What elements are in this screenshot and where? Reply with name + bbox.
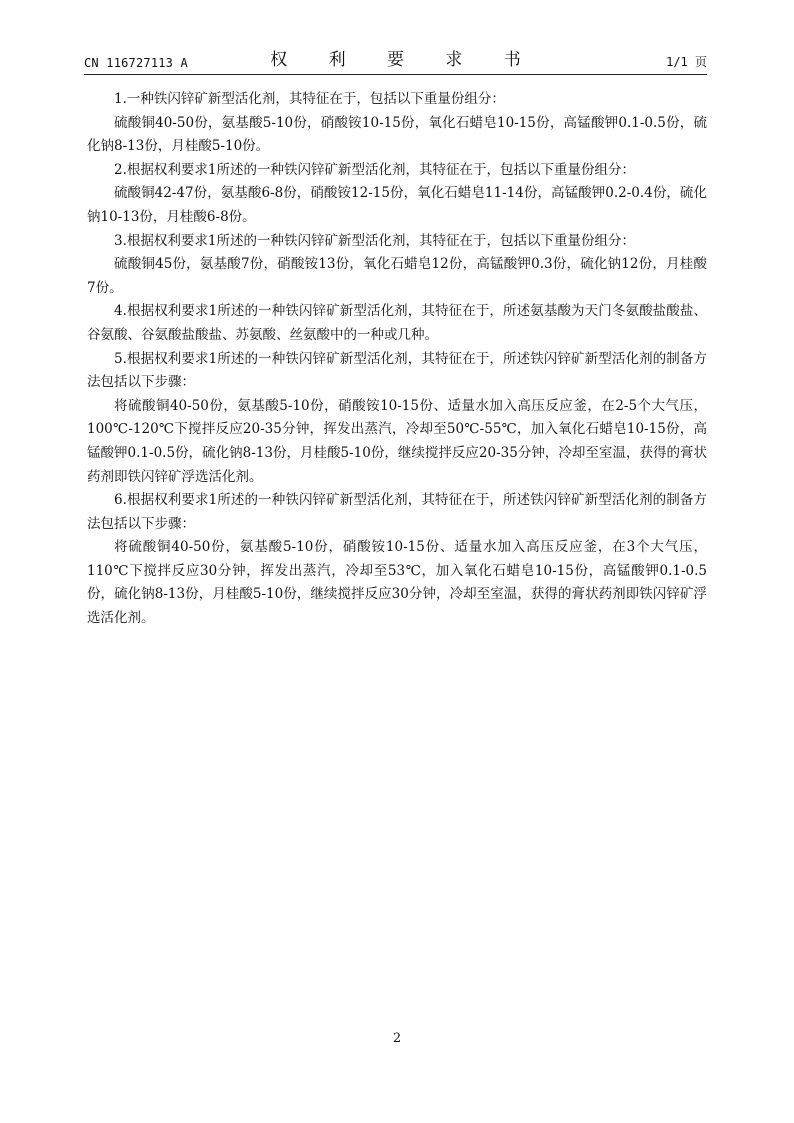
claim-2-composition: 硫酸铜42-47份，氨基酸6-8份，硝酸铵12-15份，氧化石蜡皂11-14份，高锰酸钾0.2-0.4份，硫化钠10-13份，月桂酸6-8份。 bbox=[87, 185, 707, 225]
claim-5-preamble: 5.根据权利要求1所述的一种铁闪锌矿新型活化剂，其特征在于，所述铁闪锌矿新型活化剂的制备方法包括以下步骤： bbox=[87, 350, 707, 391]
claim-1-composition: 硫酸铜40-50份，氨基酸5-10份，硝酸铵10-15份，氧化石蜡皂10-15份，高锰酸钾0.1-0.5份，硫化钠8-13份，月桂酸5-10份。 bbox=[87, 114, 707, 155]
claim-5-method: 将硫酸铜40-50份，氨基酸5-10份，硝酸铵10-15份、适量水加入高压反应釜，在2-5个大气压，100℃-120℃下搅拌反应20-35分钟，挥发出蒸汽，冷却至50℃-55℃，加入氧化石蜡皂10-15份，高锰酸钾0.1-0.5份，硫化钠8-13份，月桂酸5-10份，继续搅拌反应20-35分钟，冷却至室温，获得的膏状药剂即铁闪锌矿浮选活化剂。 bbox=[87, 397, 707, 485]
claim-3-preamble: 3.根据权利要求1所述的一种铁闪锌矿新型活化剂，其特征在于，包括以下重量份组分： bbox=[114, 232, 635, 249]
claim-2-preamble: 2.根据权利要求1所述的一种铁闪锌矿新型活化剂，其特征在于，包括以下重量份组分： bbox=[114, 161, 635, 178]
page-number: 2 bbox=[392, 1031, 402, 1046]
page-indicator: 1/1 页 bbox=[666, 55, 707, 69]
page-footer bbox=[0, 1031, 794, 1046]
page-header bbox=[84, 46, 707, 74]
document-title: 权 利 要 求 书 bbox=[270, 50, 539, 70]
claim-4: 4.根据权利要求1所述的一种铁闪锌矿新型活化剂，其特征在于，所述氨基酸为天门冬氨酸盐酸盐、谷氨酸、谷氨酸盐酸盐、苏氨酸、丝氨酸中的一种或几种。 bbox=[87, 303, 707, 343]
claim-6-method: 将硫酸铜40-50份，氨基酸5-10份，硝酸铵10-15份、适量水加入高压反应釜，在3个大气压，110℃下搅拌反应30分钟，挥发出蒸汽，冷却至53℃，加入氧化石蜡皂10-15份，高锰酸钾0.1-0.5份，硫化钠8-13份，月桂酸5-10份，继续搅拌反应30分钟，冷却至室温，获得的膏状药剂即铁闪锌矿浮选活化剂。 bbox=[87, 539, 707, 627]
claim-6-preamble: 6.根据权利要求1所述的一种铁闪锌矿新型活化剂，其特征在于，所述铁闪锌矿新型活化剂的制备方法包括以下步骤： bbox=[87, 492, 707, 532]
claim-1-preamble: 1.一种铁闪锌矿新型活化剂，其特征在于，包括以下重量份组分： bbox=[114, 91, 505, 107]
header-divider bbox=[84, 74, 707, 75]
claims-body bbox=[87, 88, 707, 631]
claim-3-composition: 硫酸铜45份，氨基酸7份，硝酸铵13份，氧化石蜡皂12份，高锰酸钾0.3份，硫化钠12份，月桂酸7份。 bbox=[87, 256, 707, 296]
publication-number: CN 116727113 A bbox=[84, 56, 188, 70]
